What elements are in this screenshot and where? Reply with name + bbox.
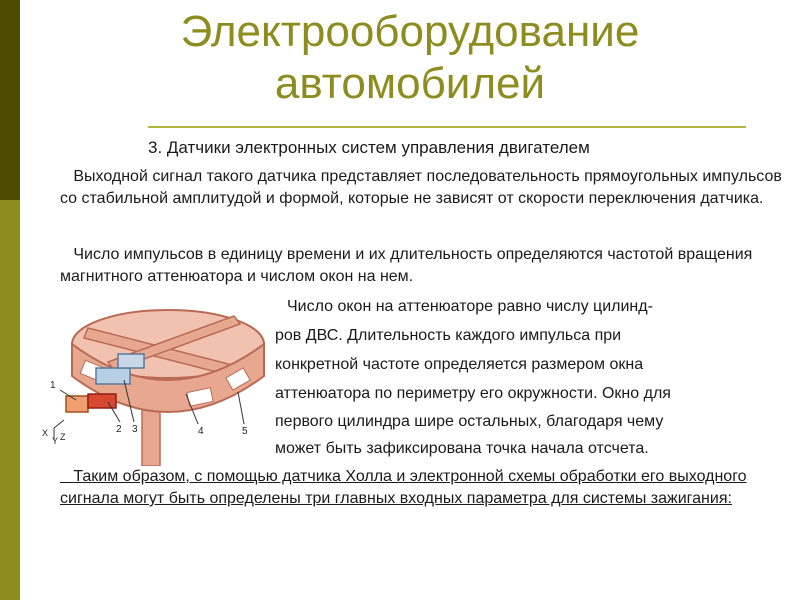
hall-sensor-rotor-figure	[38, 298, 266, 466]
magnet-block-shape	[96, 368, 130, 384]
paragraph-conclusion: Таким образом, с помощью датчика Холла и электронной схемы обработки его выходного сигнала могут быть определены три главных входных параметра для системы зажигания:	[60, 468, 747, 507]
section-subtitle: 3. Датчики электронных систем управления двигателем	[148, 138, 590, 157]
axis-label-z: Z	[60, 432, 66, 442]
sidebar-dark-stripe	[0, 0, 20, 200]
figure-label-1: 1	[50, 380, 56, 391]
side-text-line: ров ДВС. Длительность каждого импульса при	[275, 327, 622, 344]
title-line-1: Электрооборудование	[180, 7, 640, 56]
title-divider	[148, 126, 746, 128]
side-text-line: конкретной частоте определяется размером окна	[275, 356, 644, 373]
axis-label-x: X	[42, 428, 49, 438]
paragraph-output-signal: Выходной сигнал такого датчика представляет последовательность прямоугольных импульсов со стабильной амплитудой и формой, которые не зависят от скорости переключения датчика.	[60, 168, 782, 207]
side-text-line: Число окон на аттенюаторе равно числу цилинд-	[287, 298, 653, 315]
side-text-line: первого цилиндра шире остальных, благодаря чему	[275, 413, 664, 430]
figure-label-5: 5	[242, 426, 248, 437]
title-line-2: автомобилей	[274, 59, 546, 108]
axis-mark	[54, 420, 64, 428]
sidebar-light-stripe	[0, 200, 20, 600]
sensor-connector-shape	[88, 394, 116, 408]
figure-label-2: 2	[116, 424, 122, 435]
sensor-body-shape	[66, 396, 88, 412]
paragraph-pulse-count: Число импульсов в единицу времени и их длительность определяются частотой вращения магнитного аттенюатора и числом окон на нем.	[60, 246, 753, 285]
axis-label-y: Y	[52, 436, 59, 446]
figure-label-4: 4	[198, 426, 204, 437]
hall-element-shape	[118, 354, 144, 368]
leader-line	[238, 392, 244, 424]
figure-label-3: 3	[132, 424, 138, 435]
side-text-line: аттенюатора по периметру его окружности. Окно для	[275, 385, 671, 402]
slide-title	[20, 6, 800, 110]
side-text-line: может быть зафиксирована точка начала отсчета.	[275, 440, 649, 457]
